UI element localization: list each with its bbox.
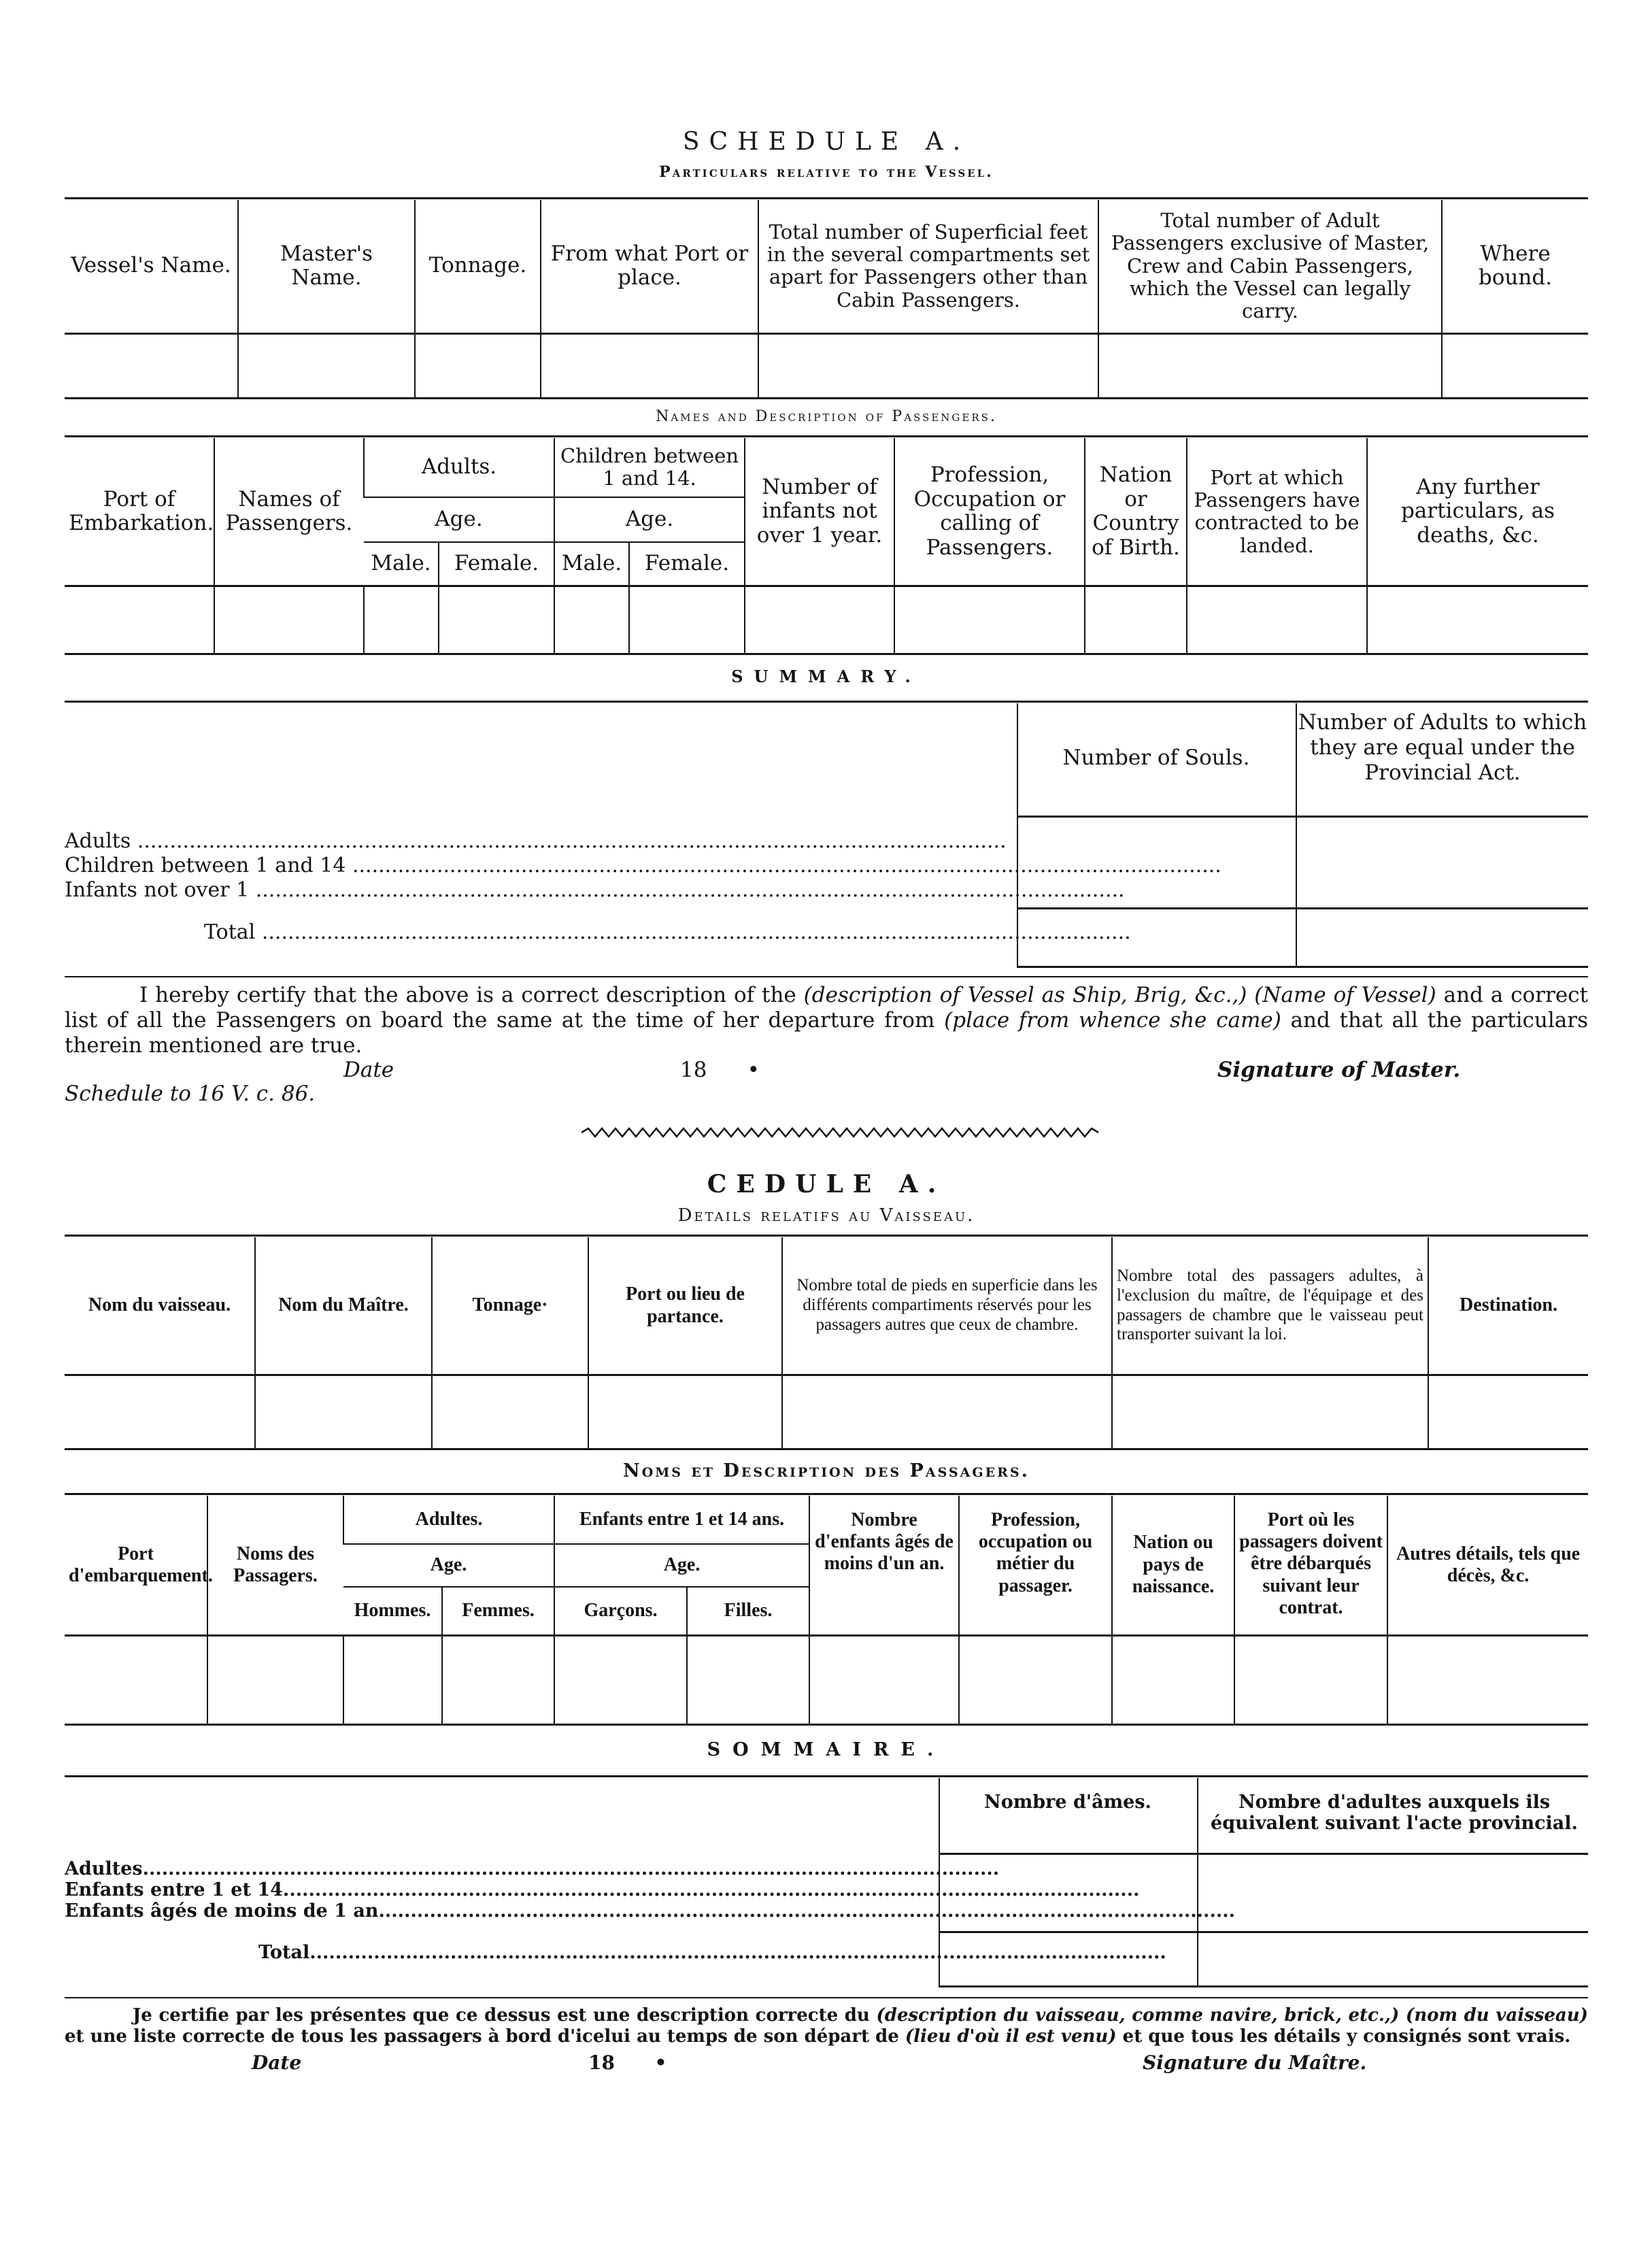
header-landing-port: Port at which Passengers have contracted to be landed. (1187, 438, 1367, 586)
fr-header-adults: Adultes. (343, 1496, 554, 1544)
fr-header-men: Hommes. (343, 1587, 442, 1635)
fr-header-profession: Profession, occupation ou métier du passager. (959, 1496, 1112, 1635)
fr-summary-row-children: Enfants entre 1 et 14...................................................................................................................................... (65, 1879, 1140, 1901)
header-adult-passengers: Total number of Adult Passengers exclusive of Master, Crew and Cabin Passengers, which the Vessel can legally carry. (1098, 200, 1442, 333)
fr-summary-row-total: Total...................................................................................................................................... (258, 1942, 1166, 1964)
header-adult-female: Female. (439, 542, 554, 586)
entry-cell[interactable] (1367, 586, 1588, 653)
summary-row-children: Children between 1 and 14 ...................................................................................................................................... (65, 854, 1221, 877)
entry-cell[interactable] (364, 586, 439, 653)
fr-header-further-details: Autres détails, tels que décès, &c. (1387, 1496, 1588, 1635)
entry-cell[interactable] (65, 586, 214, 653)
entry-cell[interactable] (343, 1635, 442, 1724)
fr-header-women: Femmes. (442, 1587, 554, 1635)
fr-summary-row-adults: Adultes...................................................................................................................................... (65, 1858, 1000, 1879)
summary-adults-cell[interactable] (1297, 818, 1588, 906)
fr-header-master-name: Nom du Maître. (255, 1237, 432, 1375)
fr-header-girls: Filles. (687, 1587, 809, 1635)
fr-vessel-particulars-table (65, 1237, 1588, 1448)
fr-header-superficial-feet: Nombre total de pieds en superficie dans les différents compartiments réservés pour les passagers autres que ceux de chambre. (782, 1237, 1112, 1375)
entry-cell[interactable] (65, 1635, 207, 1724)
date-label: Date (343, 1058, 394, 1082)
fr-summary-header-souls: Nombre d'âmes. (984, 1792, 1151, 1813)
header-from-port: From what Port or place. (541, 200, 758, 333)
header-nation: Nation or Country of Birth. (1085, 438, 1187, 586)
fr-header-nation: Nation ou pays de naissance. (1112, 1496, 1234, 1635)
entry-cell[interactable] (65, 333, 238, 397)
cedule-title: CEDULE A. (707, 1170, 946, 1198)
schedule-title: SCHEDULE A. (682, 128, 971, 156)
entry-cell[interactable] (959, 1635, 1112, 1724)
fr-header-children-age: Age. (554, 1544, 809, 1587)
rule (65, 1724, 1588, 1726)
entry-cell[interactable] (1428, 1375, 1588, 1448)
vessel-entry-row (65, 333, 1588, 397)
entry-cell[interactable] (1187, 586, 1367, 653)
entry-cell[interactable] (442, 1635, 554, 1724)
entry-cell[interactable] (894, 586, 1085, 653)
entry-cell[interactable] (415, 333, 541, 397)
fr-passenger-entry-row (65, 1635, 1588, 1724)
fr-passengers-section-subtitle: Noms et Description des Passagers. (623, 1460, 1030, 1481)
entry-cell[interactable] (439, 586, 554, 653)
entry-cell[interactable] (541, 333, 758, 397)
fr-header-adult-passengers: Nombre total des passagers adultes, à l'exclusion du maître, de l'équipage et des passagers de chambre que le vaisseau peut transporter suivant la loi. (1112, 1237, 1428, 1375)
entry-cell[interactable] (1085, 586, 1187, 653)
summary-block (65, 703, 1588, 969)
entry-cell[interactable] (782, 1375, 1112, 1448)
entry-cell[interactable] (745, 586, 894, 653)
header-further-particulars: Any further particulars, as deaths, &c. (1367, 438, 1588, 586)
entry-cell[interactable] (588, 1375, 782, 1448)
header-child-female: Female. (629, 542, 745, 586)
certification-text: I hereby certify that the above is a correct description of the (description of Vessel as Ship, Brig, &c.,) (Name of Vessel) and a correct list of all the Passengers on board the same at the time of her departure from (place from whence she came) and that all the particulars therein mentioned are true. (65, 983, 1589, 1058)
entry-cell[interactable] (1098, 333, 1442, 397)
entry-cell[interactable] (1112, 1375, 1428, 1448)
entry-cell[interactable] (629, 586, 745, 653)
signature-of-master: Signature of Master. (1217, 1058, 1461, 1082)
entry-cell[interactable] (1112, 1635, 1234, 1724)
header-profession: Profession, Occupation or calling of Passengers. (894, 438, 1085, 586)
entry-cell[interactable] (554, 586, 629, 653)
fr-summary-block (65, 1778, 1588, 1990)
header-infants: Number of infants not over 1 year. (745, 438, 894, 586)
fr-header-adults-age: Age. (343, 1544, 554, 1587)
fr-header-tonnage: Tonnage· (432, 1237, 588, 1375)
entry-cell[interactable] (207, 1635, 343, 1724)
entry-cell[interactable] (809, 1635, 959, 1724)
header-adults: Adults. (364, 438, 554, 497)
header-master-name: Master's Name. (238, 200, 415, 333)
fr-signature-of-master: Signature du Maître. (1143, 2051, 1367, 2074)
header-superficial-feet: Total number of Superficial feet in the several compartments set apart for Passengers other than Cabin Passengers. (758, 200, 1098, 333)
fr-year-label: 18 • (588, 2051, 667, 2074)
vessel-particulars-table (65, 200, 1588, 397)
passengers-section-subtitle: Names and Description of Passengers. (656, 408, 997, 425)
fr-summary-row-infants: Enfants âgés de moins de 1 an...................................................................................................................................... (65, 1900, 1236, 1922)
fr-header-children: Enfants entre 1 et 14 ans. (554, 1496, 809, 1544)
header-names-of-passengers: Names of Passengers. (214, 438, 364, 586)
entry-cell[interactable] (1234, 1635, 1387, 1724)
rule (65, 701, 1588, 703)
entry-cell[interactable] (1442, 333, 1588, 397)
rule (65, 653, 1588, 655)
header-child-male: Male. (554, 542, 629, 586)
fr-certification-text: Je certifie par les présentes que ce dessus est une description correcte du (description du vaisseau, comme navire, brick, etc.,) (nom du vaisseau) et une liste correcte de tous les passagers à bord d'icelui au temps de son départ de (lieu d'où il est venu) et que tous les détails y consignés sont vrais. (65, 2005, 1588, 2047)
header-children-age: Age. (554, 497, 745, 541)
rule (65, 435, 1588, 437)
fr-passengers-table (65, 1496, 1588, 1724)
entry-cell[interactable] (554, 1635, 687, 1724)
fr-header-landing-port: Port où les passagers doivent être débarqués suivant leur contrat. (1234, 1496, 1387, 1635)
entry-cell[interactable] (687, 1635, 809, 1724)
fr-summary-title: SOMMAIRE. (707, 1739, 946, 1760)
header-tonnage: Tonnage. (415, 200, 541, 333)
wavy-divider (581, 1126, 1098, 1139)
fr-header-vessel-name: Nom du vaisseau. (65, 1237, 255, 1375)
fr-vessel-section-subtitle: Details relatifs au Vaisseau. (677, 1205, 975, 1226)
summary-adults-total-cell[interactable] (1297, 909, 1588, 965)
fr-header-destination: Destination. (1428, 1237, 1588, 1375)
header-vessel-name: Vessel's Name. (65, 200, 238, 333)
entry-cell[interactable] (214, 586, 364, 653)
rule (65, 1448, 1588, 1450)
rule (65, 397, 1588, 399)
header-port-of-embarkation: Port of Embarkation. (65, 438, 214, 586)
entry-cell[interactable] (1387, 1635, 1588, 1724)
fr-summary-header-adults-equal: Nombre d'adultes auxquels ils équivalent suivant l'acte provincial. (1211, 1792, 1578, 1834)
fr-vessel-entry-row (65, 1375, 1588, 1448)
fr-header-port-of-embarkation: Port d'embarquement. (65, 1496, 207, 1635)
entry-cell[interactable] (238, 333, 415, 397)
entry-cell[interactable] (65, 1375, 255, 1448)
header-adults-age: Age. (364, 497, 554, 541)
summary-row-total: Total ...................................................................................................................................... (204, 920, 1131, 944)
header-adult-male: Male. (364, 542, 439, 586)
summary-row-adults: Adults ...................................................................................................................................... (65, 829, 1007, 853)
fr-header-port: Port ou lieu de partance. (588, 1237, 782, 1375)
rule (65, 976, 1588, 977)
entry-cell[interactable] (432, 1375, 588, 1448)
year-label: 18 • (680, 1058, 760, 1082)
rule (65, 1997, 1588, 1998)
fr-header-names: Noms des Passagers. (207, 1496, 343, 1635)
top-rule (65, 197, 1588, 199)
fr-date-label: Date (252, 2051, 302, 2074)
entry-cell[interactable] (758, 333, 1098, 397)
fr-summary-adults-cell[interactable] (1198, 1855, 1588, 1930)
rule (65, 1235, 1588, 1237)
header-children: Children between 1 and 14. (554, 438, 745, 497)
rule (65, 1493, 1588, 1495)
fr-summary-adults-total-cell[interactable] (1198, 1933, 1588, 1985)
header-where-bound: Where bound. (1442, 200, 1588, 333)
fr-header-infants: Nombre d'enfants âgés de moins d'un an. (809, 1496, 959, 1635)
rule (65, 1775, 1588, 1777)
summary-row-infants: Infants not over 1 ...................................................................................................................................... (65, 878, 1125, 902)
summary-header-adults-equal: Number of Adults to which they are equal under the Provincial Act. (1298, 710, 1587, 786)
entry-cell[interactable] (255, 1375, 432, 1448)
passengers-table (65, 438, 1588, 653)
fr-header-boys: Garçons. (554, 1587, 687, 1635)
passenger-entry-row (65, 586, 1588, 653)
vessel-section-subtitle: Particulars relative to the Vessel. (659, 163, 994, 181)
summary-header-souls: Number of Souls. (1062, 745, 1250, 770)
schedule-reference: Schedule to 16 V. c. 86. (65, 1081, 316, 1106)
summary-title: SUMMARY. (731, 667, 922, 686)
